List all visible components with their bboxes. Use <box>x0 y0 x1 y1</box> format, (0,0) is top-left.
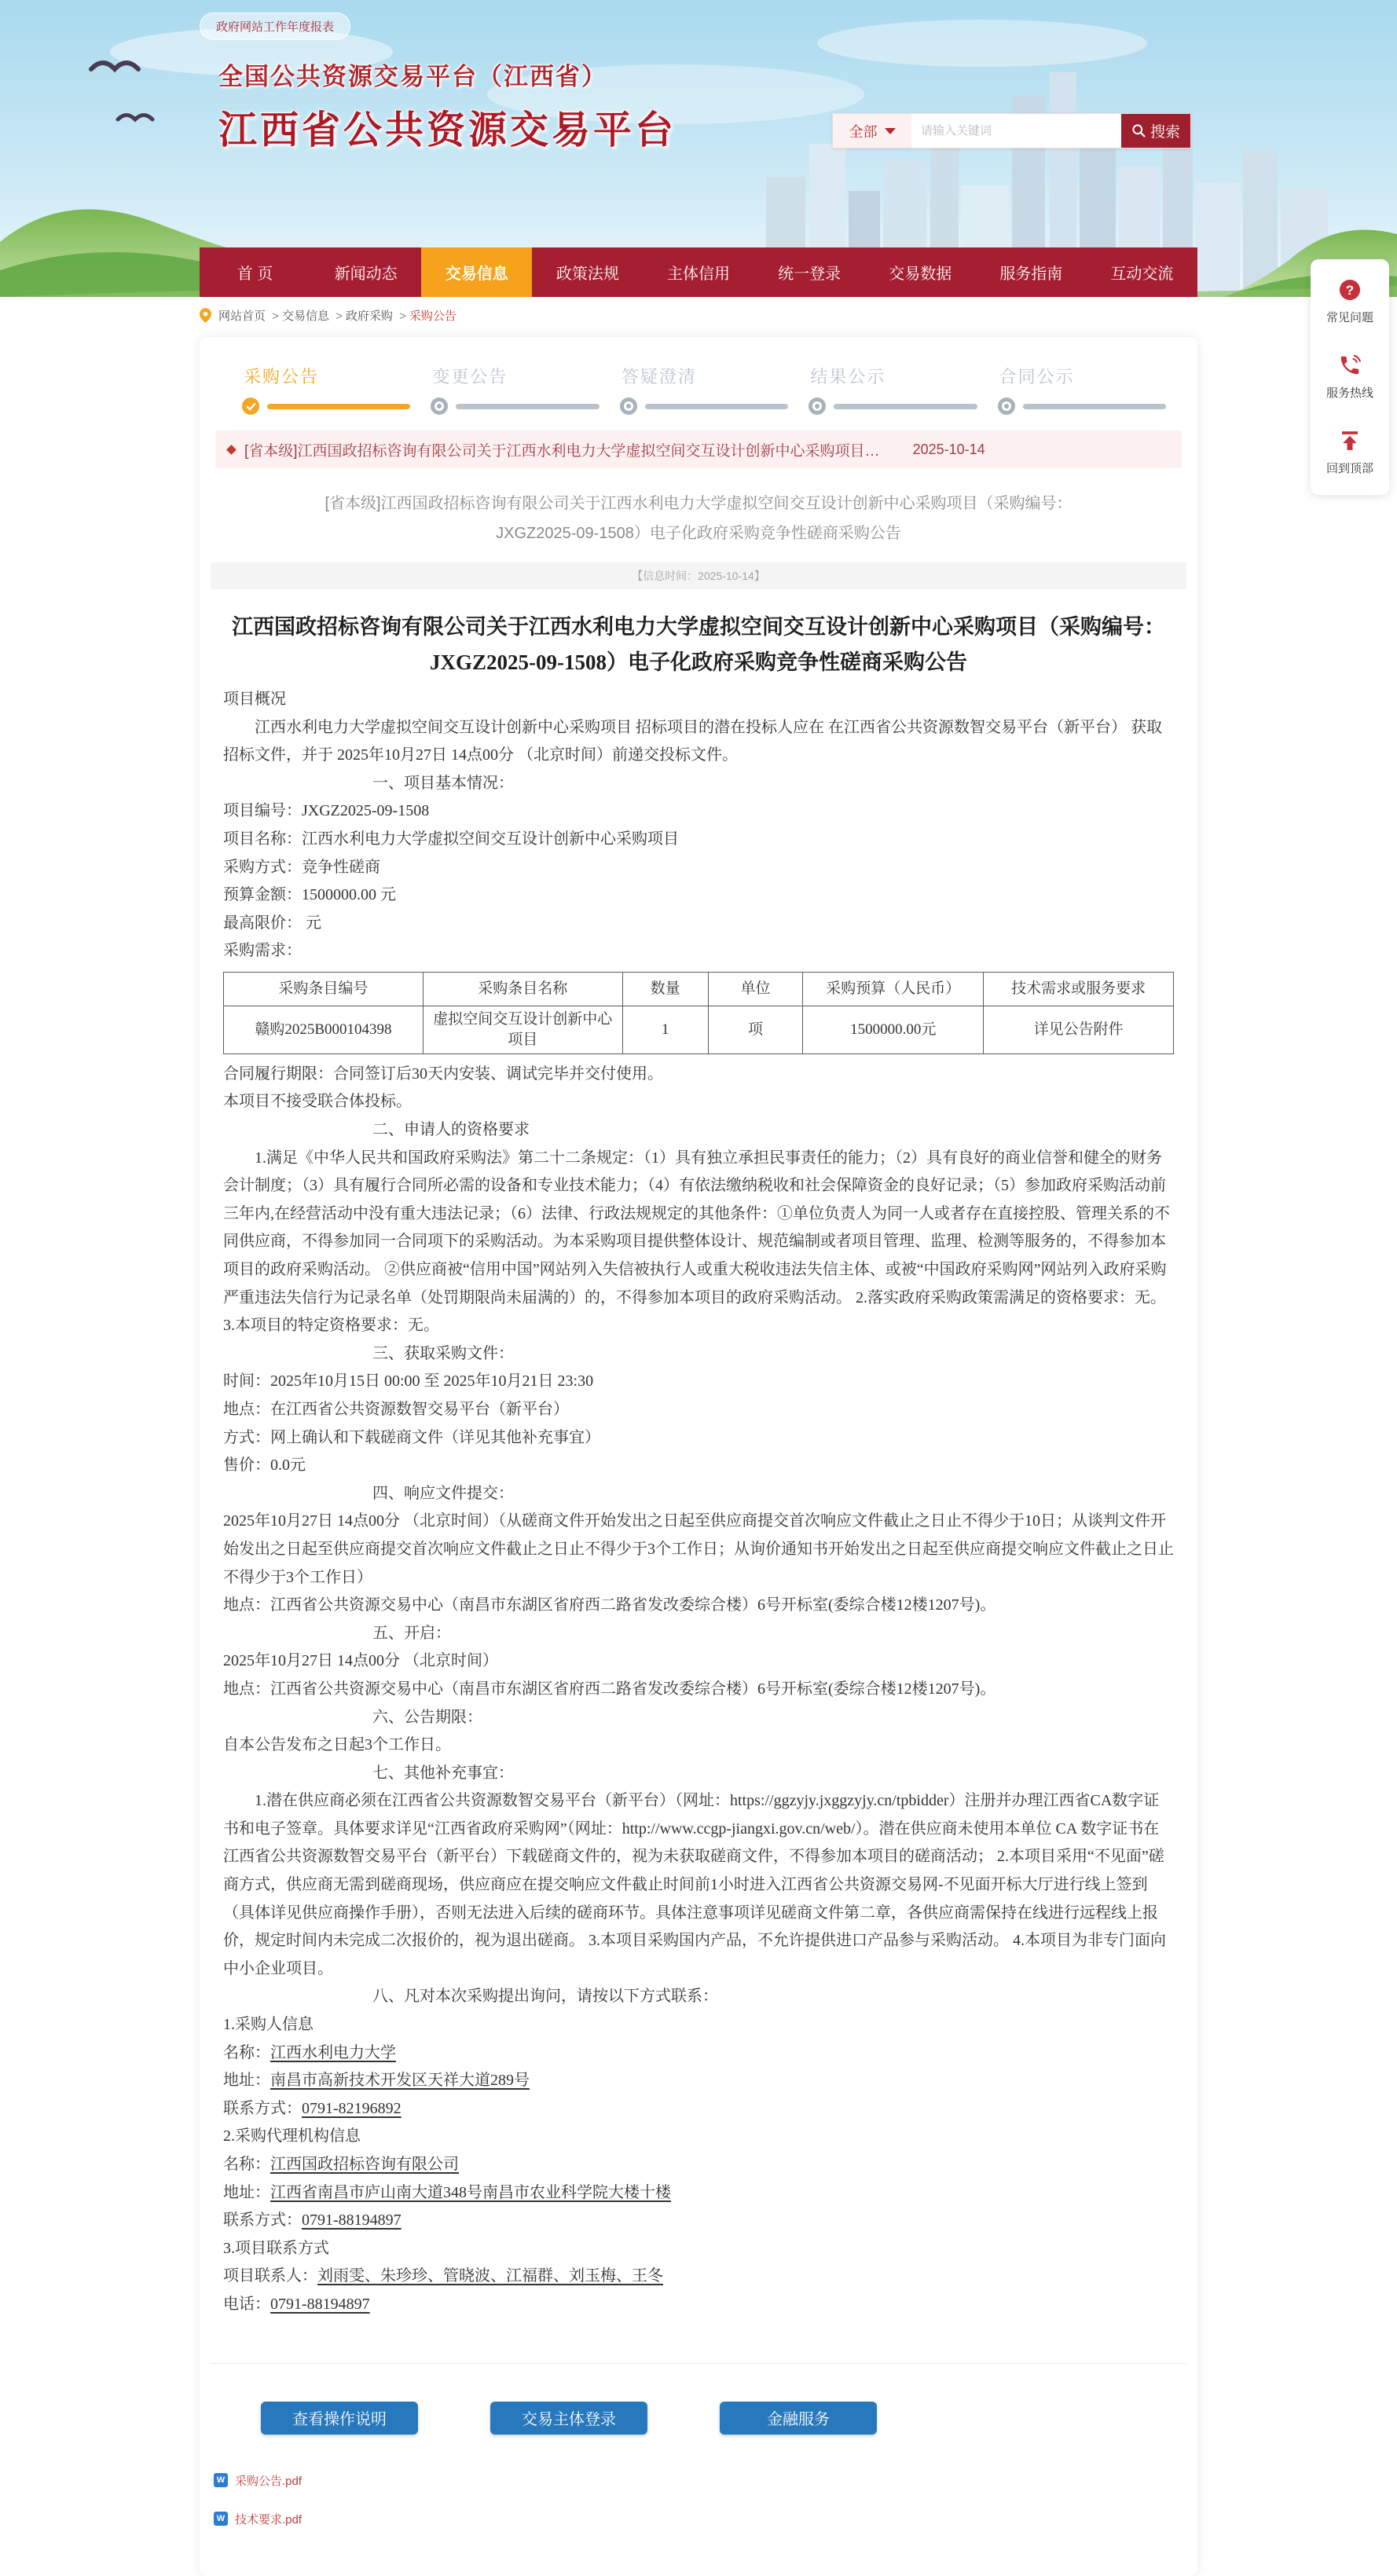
back-to-top-label: 回到顶部 <box>1326 462 1373 475</box>
article-paragraph <box>223 1508 1174 1592</box>
article-body-top <box>223 686 1174 966</box>
back-to-top-icon <box>1338 429 1362 453</box>
article-paragraph <box>223 1145 1174 1340</box>
article-paragraph <box>223 797 1174 826</box>
tab-marker <box>620 398 808 415</box>
search-button-label: 搜索 <box>1150 124 1180 141</box>
search-icon <box>1131 123 1146 138</box>
article-paragraph <box>223 1480 1174 1508</box>
location-pin-icon <box>200 308 211 323</box>
paragraph-text: 地点：在江西省公共资源数智交易平台（新平台） <box>223 1400 569 1418</box>
paragraph-text: 七、其他补充事宜： <box>372 1764 514 1782</box>
paragraph-text: 合同履行期限：合同签订后30天内安装、调试完毕并交付使用。 <box>223 1064 663 1083</box>
paragraph-text: 时间：2025年10月15日 00:00 至 2025年10月21日 23:30 <box>223 1372 594 1391</box>
word-doc-icon: W <box>214 2473 228 2487</box>
word-doc-icon: W <box>214 2512 228 2526</box>
article-paragraph <box>223 910 1174 938</box>
field-link-value[interactable]: 江西国政招标咨询有限公司 <box>270 2156 459 2173</box>
article-pre-title: [省本级]江西国政招标咨询有限公司关于江西水利电力大学虚拟空间交互设计创新中心采购项目（采购编号：JXGZ2025-09-1508）电子化政府采购竞争性磋商采购公告 <box>324 495 1072 542</box>
paragraph-text: 地点：江西省公共资源交易中心（南昌市东湖区省府西二路省发改委综合楼）6号开标室(委综合楼12楼1207号)。 <box>223 1680 996 1698</box>
article-paragraph <box>223 2291 1174 2319</box>
field-label: 地址： <box>223 2183 270 2201</box>
check-icon <box>246 401 256 412</box>
field-label: 电话： <box>223 2295 270 2313</box>
nav-item[interactable]: 政策法规 <box>556 266 619 283</box>
paragraph-text: 二、申请人的资格要求 <box>372 1121 530 1139</box>
paragraph-text: 方式：网上确认和下载磋商文件（详见其他补充事宜） <box>223 1428 600 1446</box>
bullet-diamond-icon <box>226 445 236 455</box>
tab[interactable] <box>431 364 619 415</box>
article-paragraph <box>223 1452 1174 1480</box>
table-header-cell: 采购条目名称 <box>423 973 622 1006</box>
main-nav <box>200 247 1197 297</box>
paragraph-text: 八、凡对本次采购提出询问，请按以下方式联系： <box>372 1988 718 2006</box>
table-cell-item-no: 赣购2025B000104398 <box>224 1006 424 1053</box>
tab[interactable] <box>998 364 1186 415</box>
field-link-value[interactable]: 0791-88194897 <box>302 2211 402 2230</box>
action-button-row <box>261 2402 1186 2435</box>
paragraph-text: 采购方式：竞争性磋商 <box>223 858 380 876</box>
table-cell-budget: 1500000.00元 <box>803 1006 984 1053</box>
search-category-label: 全部 <box>849 123 878 140</box>
tab-label: 变更公告 <box>432 367 508 387</box>
field-link-value[interactable]: 0791-88194897 <box>270 2295 370 2313</box>
breadcrumb-item[interactable]: 网站首页 > <box>218 307 282 324</box>
tab-marker <box>431 398 619 415</box>
field-label: 联系方式： <box>223 2099 302 2117</box>
nav-item[interactable]: 统一登录 <box>778 266 842 283</box>
article-paragraph <box>223 1620 1174 1648</box>
content-card <box>200 337 1197 2576</box>
field-link-value[interactable]: 江西水利电力大学 <box>270 2043 396 2061</box>
tab-dot-icon <box>431 398 448 415</box>
paragraph-text: 自本公告发布之日起3个工作日。 <box>223 1736 451 1754</box>
article-paragraph <box>223 1731 1174 1760</box>
field-label: 项目联系人： <box>223 2267 317 2285</box>
nav-item[interactable]: 主体信用 <box>666 266 730 283</box>
tab-marker <box>998 398 1186 415</box>
paragraph-text: 项目概况 <box>223 691 286 709</box>
search-bar <box>832 113 1191 148</box>
search-category-dropdown[interactable] <box>833 114 911 148</box>
site-titles <box>218 57 676 155</box>
tab-marker <box>242 398 431 415</box>
article-paragraph <box>223 1368 1174 1396</box>
action-button[interactable]: 查看操作说明 <box>261 2402 418 2435</box>
site-super-title: 全国公共资源交易平台（江西省） <box>218 63 607 90</box>
action-button[interactable]: 金融服务 <box>720 2402 877 2435</box>
breadcrumb-item[interactable]: 交易信息 > <box>282 307 346 324</box>
back-to-top-button[interactable] <box>1326 429 1373 476</box>
table-header-cell: 单位 <box>708 973 803 1006</box>
paragraph-text: 1.采购人信息 <box>223 2016 314 2034</box>
faq-label: 常见问题 <box>1326 311 1373 324</box>
hotline-label: 服务热线 <box>1326 387 1373 400</box>
attachment-name: 采购公告.pdf <box>235 2474 302 2488</box>
article-paragraph <box>223 1340 1174 1369</box>
paragraph-text: 2.采购代理机构信息 <box>223 2127 361 2145</box>
paragraph-text: 最高限价： 元 <box>223 914 321 932</box>
tab-dot-icon <box>620 398 637 415</box>
article-paragraph <box>223 1396 1174 1424</box>
search-button[interactable] <box>1121 114 1190 148</box>
article-paragraph <box>223 2263 1174 2291</box>
paragraph-text: 售价：0.0元 <box>223 1457 306 1475</box>
article-paragraph <box>223 1760 1174 1788</box>
paragraph-text: 1.满足《中华人民共和国政府采购法》第二十二条规定：（1）具有独立承担民事责任的能力；（2）具有良好的商业信誉和健全的财务会计制度；（3）具有履行合同所必需的设备和专业技术能力；（4）有依法缴纳税收和社会保障资金的良好记录；（5）参加政府采购活动前三年内,在经营活动中没有重大违法记录；（6）法律、行政法规规定的其他条件：①单位负责人为同一人或者存在直接控股、管理关系的不同供应商，不得参加同一合同项下的采购活动。为本采购项目提供整体设计、规范编制或者项目管理、监理、检测等服务的，不得参加本项目的政府采购活动。 ②供应商被“信用中国”网站列入失信被执行人或重大税收违法失信主体、或被“中国政府采购网”网站列入政府采购严重违法失信行为记录名单（处罚期限尚未届满的）的，不得参加本项目的政府采购活动。 2.落实政府采购政策需满足的资格要求：无。3.本项目的特定资格要求：无。 <box>223 1149 1170 1335</box>
paragraph-text: 六、公告期限： <box>372 1708 482 1726</box>
search-input[interactable] <box>911 114 1121 148</box>
attachment-link[interactable] <box>214 2511 1186 2527</box>
breadcrumb-item[interactable]: 政府采购 > <box>346 307 409 324</box>
paragraph-text: 预算金额：1500000.00 元 <box>223 886 396 904</box>
tab[interactable] <box>620 364 808 415</box>
article-paragraph <box>223 2039 1174 2068</box>
article-paragraph <box>223 2011 1174 2039</box>
article-paragraph <box>223 2151 1174 2179</box>
attachment-link[interactable] <box>214 2472 1186 2489</box>
svg-text:?: ? <box>1345 283 1355 298</box>
nav-item[interactable]: 交易信息 <box>421 247 532 297</box>
category-tabs <box>211 357 1186 418</box>
action-button[interactable]: 交易主体登录 <box>490 2402 647 2435</box>
tab-line <box>1023 404 1166 409</box>
phone-icon <box>1338 354 1362 377</box>
tab-line <box>834 404 977 409</box>
tab-marker <box>808 398 997 415</box>
article-paragraph <box>223 2095 1174 2123</box>
article-paragraph <box>223 2179 1174 2208</box>
announcement-title: [省本级]江西国政招标咨询有限公司关于江西水利电力大学虚拟空间交互设计创新中心采购项目… <box>244 442 880 460</box>
tab[interactable] <box>808 364 997 415</box>
article-paragraph <box>223 1647 1174 1676</box>
tab-dot-icon <box>242 398 259 415</box>
article-paragraph <box>223 770 1174 798</box>
paragraph-text: 采购需求： <box>223 942 302 960</box>
announcement-list-item[interactable] <box>215 431 1182 468</box>
floating-panel <box>1311 259 1389 495</box>
header-banner <box>0 0 1397 297</box>
article-paragraph <box>223 2067 1174 2095</box>
breadcrumb-item[interactable]: 采购公告 <box>409 310 456 323</box>
table-header-cell: 技术需求或服务要求 <box>984 973 1174 1006</box>
field-label: 联系方式： <box>223 2211 302 2230</box>
tab-label: 结果公示 <box>810 367 886 387</box>
table-cell-qty: 1 <box>622 1006 708 1053</box>
table-cell-unit: 项 <box>708 1006 803 1053</box>
article-paragraph <box>223 1424 1174 1453</box>
info-time-bar: 【信息时间：2025-10-14】 <box>211 562 1186 589</box>
site-title: 江西省公共资源交易平台 <box>218 109 677 152</box>
table-header-cell: 数量 <box>622 973 708 1006</box>
article-paragraph <box>223 826 1174 854</box>
article-paragraph <box>223 1704 1174 1732</box>
procurement-table <box>223 972 1174 1054</box>
paragraph-text: 四、响应文件提交： <box>372 1484 514 1502</box>
hotline-button[interactable] <box>1326 354 1373 401</box>
attachment-list <box>214 2472 1186 2527</box>
article-paragraph <box>223 1088 1174 1116</box>
paragraph-text: 1.潜在供应商必须在江西省公共资源数智交易平台（新平台）（网址：https://ggzyjy.jxggzyjy.cn/tpbidder）注册并办理江西省CA数字证书和电子签章。具体要求详见“江西省政府采购网”（网址：http://www.ccgp-jiangxi.gov.cn/web/）。潜在供应商未使用本单位 CA 数字证书在江西省公共资源数智交易平台（新平台）下载磋商文件的，视为未获取磋商文件，不得参加本项目的磋商活动； 2.本项目采用“不见面”磋商方式，供应商无需到磋商现场，供应商应在提交响应文件截止时间前1小时进入江西省公共资源交易网-不见面开标大厅进行线上签到（具体详见供应商操作手册），否则无法进入后续的磋商环节。具体注意事项详见磋商文件第二章，各供应商需保持在线进行远程线上报价，规定时间内未完成二次报价的，视为退出磋商。 3.本项目采购国内产品，不允许提供进口产品参与采购活动。 4.本项目为非专门面向中小企业项目。 <box>223 1792 1166 1977</box>
procurement-table-wrap <box>223 972 1174 1054</box>
table-cell-item-name: 虚拟空间交互设计创新中心项目 <box>423 1006 622 1053</box>
paragraph-text: 五、开启： <box>372 1624 451 1642</box>
table-cell-requirements: 详见公告附件 <box>984 1006 1174 1053</box>
paragraph-text: 本项目不接受联合体投标。 <box>223 1093 412 1111</box>
divider <box>211 2363 1186 2364</box>
tab[interactable] <box>242 364 431 415</box>
paragraph-text: 3.项目联系方式 <box>223 2239 329 2257</box>
attachment-name: 技术要求.pdf <box>235 2512 302 2527</box>
article-paragraph <box>223 881 1174 910</box>
nav-item[interactable]: 首 页 <box>236 266 273 283</box>
nav-item[interactable]: 交易数据 <box>889 266 952 283</box>
article-paragraph <box>223 686 1174 714</box>
faq-button[interactable] <box>1326 278 1373 325</box>
paragraph-text: 项目名称：江西水利电力大学虚拟空间交互设计创新中心采购项目 <box>223 830 679 848</box>
article-paragraph <box>223 714 1174 770</box>
chevron-down-icon <box>885 128 896 134</box>
article-paragraph <box>223 2235 1174 2263</box>
paragraph-text: 一、项目基本情况： <box>372 774 514 792</box>
article-title: 江西国政招标咨询有限公司关于江西水利电力大学虚拟空间交互设计创新中心采购项目（采购编号：JXGZ2025-09-1508）电子化政府采购竞争性磋商采购公告 <box>232 615 1165 674</box>
article-paragraph <box>223 854 1174 882</box>
field-link-value[interactable]: 江西省南昌市庐山南大道348号南昌市农业科学院大楼十楼 <box>270 2183 671 2201</box>
paragraph-text: 三、获取采购文件： <box>372 1344 514 1362</box>
article-paragraph <box>223 1592 1174 1620</box>
breadcrumb <box>195 297 1202 334</box>
table-header-row <box>224 973 1174 1006</box>
paragraph-text: 江西水利电力大学虚拟空间交互设计创新中心采购项目 招标项目的潜在投标人应在 在江西省公共资源数智交易平台（新平台） 获取招标文件，并于 2025年10月27日 14点00分 （北京时间）前递交投标文件。 <box>223 718 1162 764</box>
field-link-value[interactable]: 刘雨雯、朱珍珍、管晓波、江福群、刘玉梅、王冬 <box>317 2267 663 2285</box>
field-label: 名称： <box>223 2156 270 2173</box>
article-paragraph <box>223 2123 1174 2151</box>
nav-item[interactable]: 服务指南 <box>999 266 1063 283</box>
field-link-value[interactable]: 0791-82196892 <box>302 2099 402 2117</box>
paragraph-text: 项目编号：JXGZ2025-09-1508 <box>223 802 430 820</box>
article-paragraph <box>223 2207 1174 2235</box>
table-header-cell: 采购预算（人民币） <box>803 973 984 1006</box>
article-paragraph <box>223 1116 1174 1145</box>
tab-dot-icon <box>998 398 1015 415</box>
paragraph-text: 2025年10月27日 14点00分 （北京时间）（从磋商文件开始发出之日起至供应商提交首次响应文件截止之日止不得少于10日；从谈判文件开始发出之日起至供应商提交首次响应文件截止之日止不得少于3个工作日；从询价通知书开始发出之日起至供应商提交响应文件截止之日止不得少于3个工作日） <box>223 1512 1174 1586</box>
article-paragraph <box>223 1061 1174 1089</box>
tab-label: 采购公告 <box>244 367 320 387</box>
paragraph-text: 2025年10月27日 14点00分 （北京时间） <box>223 1652 498 1670</box>
table-header-cell: 采购条目编号 <box>224 973 424 1006</box>
article-paragraph <box>223 1676 1174 1704</box>
tab-label: 答疑澄清 <box>621 367 697 387</box>
paragraph-text: 地点：江西省公共资源交易中心（南昌市东湖区省府西二路省发改委综合楼）6号开标室(委综合楼12楼1207号)。 <box>223 1596 996 1614</box>
table-row <box>224 1006 1174 1053</box>
breadcrumb-parts <box>218 307 456 324</box>
nav-item[interactable]: 新闻动态 <box>334 266 398 283</box>
tab-label: 合同公示 <box>999 367 1075 387</box>
article-paragraph <box>223 937 1174 966</box>
field-label: 名称： <box>223 2043 270 2061</box>
tab-line <box>456 404 599 409</box>
article-paragraph <box>223 1983 1174 2011</box>
annual-report-badge[interactable]: 政府网站工作年度报表 <box>200 13 350 40</box>
article-body-bottom <box>223 1061 1174 2319</box>
tab-dot-icon <box>808 398 826 415</box>
nav-item[interactable]: 互动交流 <box>1110 266 1174 283</box>
tab-line <box>645 404 788 409</box>
announcement-date: 2025-10-14 <box>912 441 985 457</box>
field-label: 地址： <box>223 2072 270 2090</box>
tab-line <box>267 404 410 409</box>
field-link-value[interactable]: 南昌市高新技术开发区天祥大道289号 <box>270 2072 530 2090</box>
article-paragraph <box>223 1787 1174 1983</box>
question-icon <box>1338 278 1362 302</box>
